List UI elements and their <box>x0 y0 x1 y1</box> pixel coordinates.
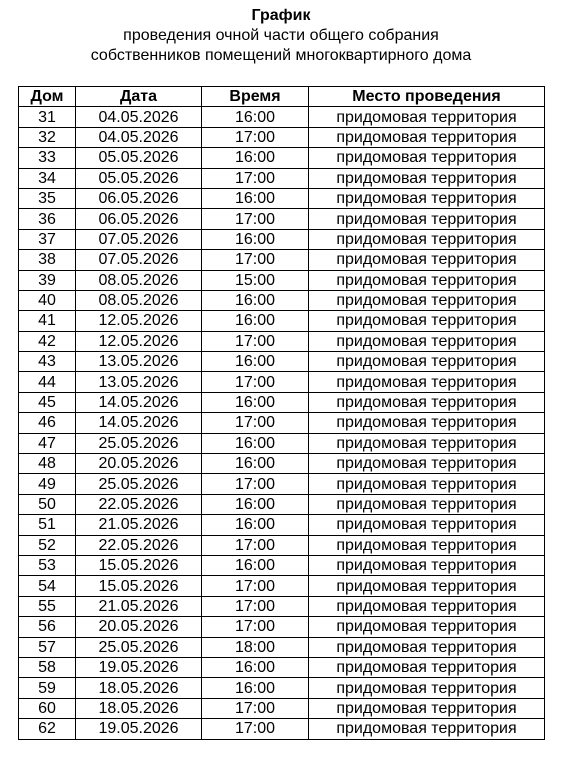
cell-place: придомовая территория <box>309 352 545 372</box>
cell-place: придомовая территория <box>309 433 545 453</box>
table-row <box>19 474 545 494</box>
table-row <box>19 209 545 229</box>
cell-house: 59 <box>19 678 76 698</box>
cell-house: 50 <box>19 494 76 514</box>
cell-time: 16:00 <box>202 229 309 249</box>
cell-house: 49 <box>19 474 76 494</box>
cell-time: 17:00 <box>202 209 309 229</box>
cell-date: 18.05.2026 <box>76 678 202 698</box>
cell-house: 60 <box>19 698 76 718</box>
cell-time: 16:00 <box>202 392 309 412</box>
cell-place: придомовая территория <box>309 188 545 208</box>
cell-date: 15.05.2026 <box>76 555 202 575</box>
cell-house: 45 <box>19 392 76 412</box>
header-house: Дом <box>19 87 76 107</box>
cell-date: 05.05.2026 <box>76 148 202 168</box>
cell-place: придомовая территория <box>309 454 545 474</box>
cell-house: 32 <box>19 127 76 147</box>
header-date: Дата <box>76 87 202 107</box>
cell-house: 37 <box>19 229 76 249</box>
cell-house: 31 <box>19 107 76 127</box>
table-row <box>19 433 545 453</box>
table-row <box>19 331 545 351</box>
cell-place: придомовая территория <box>309 250 545 270</box>
cell-time: 16:00 <box>202 188 309 208</box>
cell-date: 22.05.2026 <box>76 494 202 514</box>
cell-time: 17:00 <box>202 413 309 433</box>
cell-time: 17:00 <box>202 617 309 637</box>
table-row <box>19 290 545 310</box>
table-row <box>19 413 545 433</box>
cell-house: 54 <box>19 576 76 596</box>
table-row <box>19 229 545 249</box>
cell-date: 19.05.2026 <box>76 657 202 677</box>
header-place: Место проведения <box>309 87 545 107</box>
header-time: Время <box>202 87 309 107</box>
cell-date: 07.05.2026 <box>76 250 202 270</box>
cell-time: 17:00 <box>202 719 309 739</box>
cell-date: 14.05.2026 <box>76 392 202 412</box>
cell-date: 12.05.2026 <box>76 311 202 331</box>
table-row <box>19 270 545 290</box>
cell-time: 16:00 <box>202 678 309 698</box>
cell-place: придомовая территория <box>309 535 545 555</box>
table-row <box>19 535 545 555</box>
cell-place: придомовая территория <box>309 698 545 718</box>
cell-time: 17:00 <box>202 474 309 494</box>
cell-date: 04.05.2026 <box>76 127 202 147</box>
cell-time: 17:00 <box>202 576 309 596</box>
cell-time: 16:00 <box>202 555 309 575</box>
table-row <box>19 168 545 188</box>
cell-time: 16:00 <box>202 290 309 310</box>
table-row <box>19 454 545 474</box>
cell-house: 46 <box>19 413 76 433</box>
cell-house: 55 <box>19 596 76 616</box>
cell-house: 41 <box>19 311 76 331</box>
cell-place: придомовая территория <box>309 494 545 514</box>
cell-date: 14.05.2026 <box>76 413 202 433</box>
cell-date: 25.05.2026 <box>76 637 202 657</box>
table-header-row <box>19 87 545 107</box>
cell-time: 16:00 <box>202 352 309 372</box>
cell-date: 25.05.2026 <box>76 474 202 494</box>
cell-place: придомовая территория <box>309 657 545 677</box>
cell-house: 58 <box>19 657 76 677</box>
table-row <box>19 657 545 677</box>
table-body <box>19 107 545 739</box>
table-row <box>19 148 545 168</box>
cell-time: 16:00 <box>202 494 309 514</box>
cell-place: придомовая территория <box>309 209 545 229</box>
cell-house: 33 <box>19 148 76 168</box>
cell-place: придомовая территория <box>309 290 545 310</box>
table-row <box>19 698 545 718</box>
document-title <box>0 6 562 66</box>
cell-time: 17:00 <box>202 596 309 616</box>
cell-place: придомовая территория <box>309 678 545 698</box>
cell-time: 16:00 <box>202 311 309 331</box>
cell-date: 25.05.2026 <box>76 433 202 453</box>
cell-house: 62 <box>19 719 76 739</box>
cell-place: придомовая территория <box>309 168 545 188</box>
cell-place: придомовая территория <box>309 515 545 535</box>
cell-date: 20.05.2026 <box>76 617 202 637</box>
cell-house: 44 <box>19 372 76 392</box>
cell-house: 38 <box>19 250 76 270</box>
cell-place: придомовая территория <box>309 107 545 127</box>
cell-place: придомовая территория <box>309 331 545 351</box>
cell-time: 17:00 <box>202 331 309 351</box>
cell-house: 52 <box>19 535 76 555</box>
cell-house: 57 <box>19 637 76 657</box>
table-row <box>19 494 545 514</box>
cell-place: придомовая территория <box>309 127 545 147</box>
cell-place: придомовая территория <box>309 637 545 657</box>
cell-date: 21.05.2026 <box>76 515 202 535</box>
table-row <box>19 127 545 147</box>
cell-time: 17:00 <box>202 535 309 555</box>
cell-time: 16:00 <box>202 454 309 474</box>
cell-place: придомовая территория <box>309 474 545 494</box>
cell-house: 36 <box>19 209 76 229</box>
cell-date: 21.05.2026 <box>76 596 202 616</box>
table-row <box>19 311 545 331</box>
cell-place: придомовая территория <box>309 270 545 290</box>
table-row <box>19 107 545 127</box>
cell-time: 15:00 <box>202 270 309 290</box>
cell-date: 05.05.2026 <box>76 168 202 188</box>
cell-house: 56 <box>19 617 76 637</box>
cell-time: 16:00 <box>202 148 309 168</box>
cell-time: 18:00 <box>202 637 309 657</box>
table-row <box>19 678 545 698</box>
table-row <box>19 392 545 412</box>
cell-time: 17:00 <box>202 250 309 270</box>
cell-date: 06.05.2026 <box>76 188 202 208</box>
cell-time: 16:00 <box>202 657 309 677</box>
cell-house: 42 <box>19 331 76 351</box>
cell-place: придомовая территория <box>309 413 545 433</box>
cell-place: придомовая территория <box>309 719 545 739</box>
cell-time: 16:00 <box>202 107 309 127</box>
cell-date: 08.05.2026 <box>76 270 202 290</box>
title-subtitle-line-1: проведения очной части общего собрания <box>123 27 439 44</box>
cell-date: 20.05.2026 <box>76 454 202 474</box>
cell-date: 08.05.2026 <box>76 290 202 310</box>
cell-time: 17:00 <box>202 372 309 392</box>
cell-place: придомовая территория <box>309 372 545 392</box>
table-row <box>19 250 545 270</box>
cell-date: 18.05.2026 <box>76 698 202 718</box>
table-row <box>19 372 545 392</box>
table-row <box>19 596 545 616</box>
cell-date: 19.05.2026 <box>76 719 202 739</box>
cell-place: придомовая территория <box>309 229 545 249</box>
cell-house: 34 <box>19 168 76 188</box>
cell-date: 07.05.2026 <box>76 229 202 249</box>
cell-time: 17:00 <box>202 127 309 147</box>
title-subtitle-line-2: собственников помещений многоквартирного дома <box>90 47 472 64</box>
cell-date: 22.05.2026 <box>76 535 202 555</box>
cell-date: 13.05.2026 <box>76 372 202 392</box>
table-row <box>19 637 545 657</box>
table-row <box>19 188 545 208</box>
cell-place: придомовая территория <box>309 555 545 575</box>
cell-house: 47 <box>19 433 76 453</box>
cell-house: 40 <box>19 290 76 310</box>
cell-house: 48 <box>19 454 76 474</box>
table-row <box>19 352 545 372</box>
cell-place: придомовая территория <box>309 576 545 596</box>
cell-house: 51 <box>19 515 76 535</box>
cell-date: 04.05.2026 <box>76 107 202 127</box>
cell-house: 53 <box>19 555 76 575</box>
cell-date: 13.05.2026 <box>76 352 202 372</box>
table-row <box>19 719 545 739</box>
cell-date: 15.05.2026 <box>76 576 202 596</box>
cell-place: придомовая территория <box>309 617 545 637</box>
table-row <box>19 555 545 575</box>
cell-time: 16:00 <box>202 433 309 453</box>
table-row <box>19 617 545 637</box>
cell-place: придомовая территория <box>309 392 545 412</box>
cell-time: 16:00 <box>202 515 309 535</box>
cell-house: 43 <box>19 352 76 372</box>
cell-place: придомовая территория <box>309 148 545 168</box>
cell-date: 06.05.2026 <box>76 209 202 229</box>
schedule-table <box>18 86 545 740</box>
cell-date: 12.05.2026 <box>76 331 202 351</box>
cell-time: 17:00 <box>202 168 309 188</box>
cell-house: 35 <box>19 188 76 208</box>
table-row <box>19 576 545 596</box>
cell-house: 39 <box>19 270 76 290</box>
cell-time: 17:00 <box>202 698 309 718</box>
title-main: График <box>251 7 311 24</box>
cell-place: придомовая территория <box>309 596 545 616</box>
cell-place: придомовая территория <box>309 311 545 331</box>
table-row <box>19 515 545 535</box>
